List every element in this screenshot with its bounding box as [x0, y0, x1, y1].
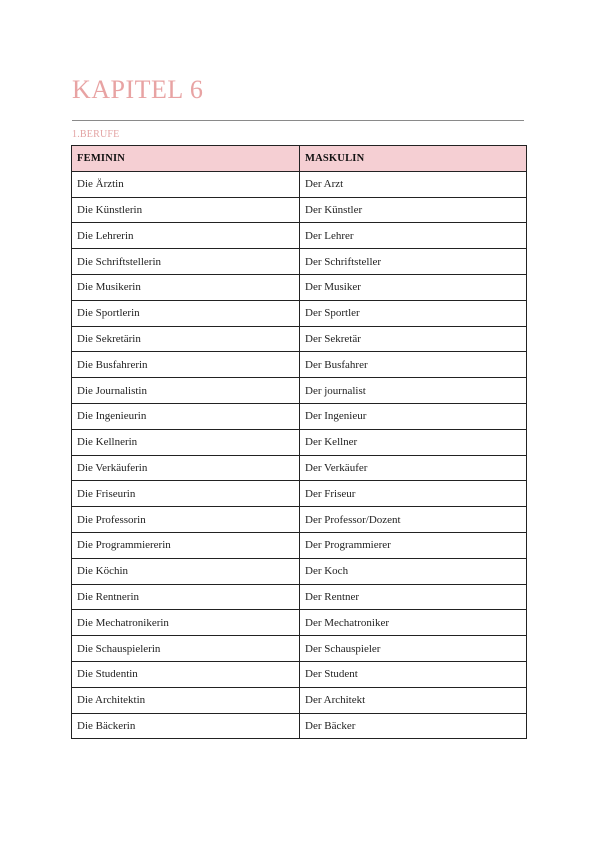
masculine-form-cell: Der Arzt	[300, 171, 527, 197]
table-row	[72, 197, 527, 223]
feminine-form-cell: Die Architektin	[72, 687, 300, 713]
table-row	[72, 249, 527, 275]
masculine-form-cell: Der Mechatroniker	[300, 610, 527, 636]
masculine-form-cell: Der Programmierer	[300, 532, 527, 558]
table-row	[72, 532, 527, 558]
masculine-form-cell: Der Rentner	[300, 584, 527, 610]
table-row	[72, 352, 527, 378]
masculine-form-cell: Der journalist	[300, 378, 527, 404]
table-body	[72, 171, 527, 739]
table-row	[72, 455, 527, 481]
feminine-form-cell: Die Studentin	[72, 661, 300, 687]
header-row	[72, 146, 527, 172]
table-row	[72, 713, 527, 739]
table-row	[72, 661, 527, 687]
feminine-form-cell: Die Busfahrerin	[72, 352, 300, 378]
table-row	[72, 274, 527, 300]
feminine-form-cell: Die Kellnerin	[72, 429, 300, 455]
feminine-form-cell: Die Rentnerin	[72, 584, 300, 610]
section-label: 1.BERUFE	[72, 129, 120, 140]
feminine-form-cell: Die Journalistin	[72, 378, 300, 404]
masculine-form-cell: Der Koch	[300, 558, 527, 584]
feminine-form-cell: Die Lehrerin	[72, 223, 300, 249]
table-row	[72, 403, 527, 429]
feminine-form-cell: Die Programmiererin	[72, 532, 300, 558]
feminine-form-cell: Die Künstlerin	[72, 197, 300, 223]
table-row	[72, 610, 527, 636]
masculine-form-cell: Der Schauspieler	[300, 636, 527, 662]
feminine-form-cell: Die Sportlerin	[72, 300, 300, 326]
table-row	[72, 223, 527, 249]
masculine-form-cell: Der Bäcker	[300, 713, 527, 739]
masculine-form-cell: Der Friseur	[300, 481, 527, 507]
feminine-form-cell: Die Musikerin	[72, 274, 300, 300]
table-row	[72, 481, 527, 507]
chapter-title: KAPITEL 6	[72, 75, 204, 104]
title-divider	[72, 120, 524, 121]
feminine-form-cell: Die Sekretärin	[72, 326, 300, 352]
table-row	[72, 687, 527, 713]
masculine-form-cell: Der Student	[300, 661, 527, 687]
table-row	[72, 558, 527, 584]
header-maskulin: MASKULIN	[300, 146, 527, 172]
table-row	[72, 326, 527, 352]
masculine-form-cell: Der Professor/Dozent	[300, 507, 527, 533]
masculine-form-cell: Der Schriftsteller	[300, 249, 527, 275]
header-feminin: FEMININ	[72, 146, 300, 172]
masculine-form-cell: Der Künstler	[300, 197, 527, 223]
masculine-form-cell: Der Musiker	[300, 274, 527, 300]
feminine-form-cell: Die Ingenieurin	[72, 403, 300, 429]
table-row	[72, 429, 527, 455]
feminine-form-cell: Die Schauspielerin	[72, 636, 300, 662]
table-row	[72, 636, 527, 662]
table-row	[72, 171, 527, 197]
table-row	[72, 507, 527, 533]
feminine-form-cell: Die Friseurin	[72, 481, 300, 507]
table-header	[72, 146, 527, 172]
feminine-form-cell: Die Verkäuferin	[72, 455, 300, 481]
masculine-form-cell: Der Lehrer	[300, 223, 527, 249]
feminine-form-cell: Die Schriftstellerin	[72, 249, 300, 275]
masculine-form-cell: Der Architekt	[300, 687, 527, 713]
masculine-form-cell: Der Kellner	[300, 429, 527, 455]
masculine-form-cell: Der Sekretär	[300, 326, 527, 352]
masculine-form-cell: Der Ingenieur	[300, 403, 527, 429]
masculine-form-cell: Der Sportler	[300, 300, 527, 326]
masculine-form-cell: Der Verkäufer	[300, 455, 527, 481]
table-row	[72, 378, 527, 404]
professions-table	[71, 145, 527, 739]
feminine-form-cell: Die Bäckerin	[72, 713, 300, 739]
table-row	[72, 300, 527, 326]
masculine-form-cell: Der Busfahrer	[300, 352, 527, 378]
feminine-form-cell: Die Professorin	[72, 507, 300, 533]
feminine-form-cell: Die Mechatronikerin	[72, 610, 300, 636]
feminine-form-cell: Die Ärztin	[72, 171, 300, 197]
feminine-form-cell: Die Köchin	[72, 558, 300, 584]
table-row	[72, 584, 527, 610]
